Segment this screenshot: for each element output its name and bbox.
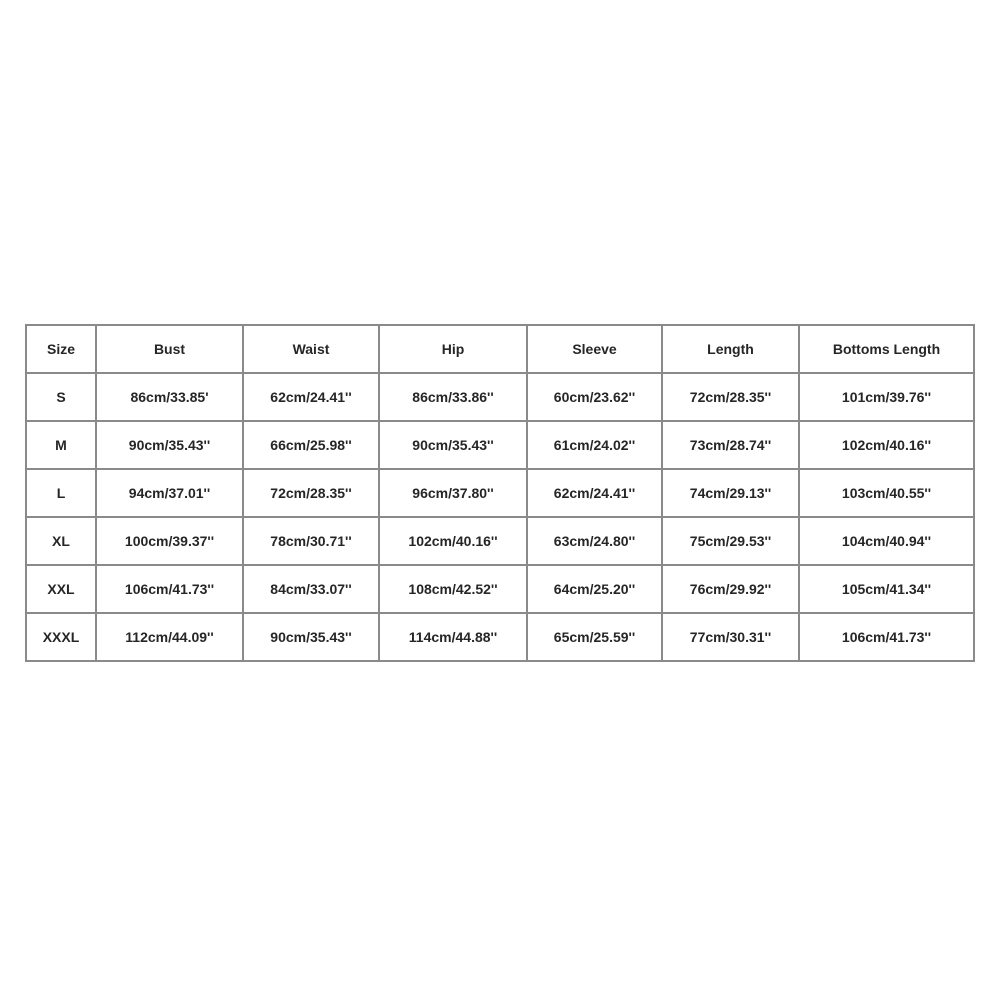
cell-bust: 106cm/41.73'' [96, 565, 243, 613]
cell-hip: 114cm/44.88'' [379, 613, 527, 661]
cell-bottoms-length: 106cm/41.73'' [799, 613, 974, 661]
cell-waist: 84cm/33.07'' [243, 565, 379, 613]
cell-sleeve: 60cm/23.62'' [527, 373, 662, 421]
cell-bust: 112cm/44.09'' [96, 613, 243, 661]
cell-bust: 94cm/37.01'' [96, 469, 243, 517]
cell-waist: 78cm/30.71'' [243, 517, 379, 565]
cell-size: XL [26, 517, 96, 565]
header-row [26, 325, 974, 373]
cell-bottoms-length: 101cm/39.76'' [799, 373, 974, 421]
header-waist: Waist [243, 325, 379, 373]
cell-sleeve: 62cm/24.41'' [527, 469, 662, 517]
cell-hip: 108cm/42.52'' [379, 565, 527, 613]
table-row [26, 517, 974, 565]
cell-size: XXL [26, 565, 96, 613]
cell-bust: 100cm/39.37'' [96, 517, 243, 565]
cell-waist: 90cm/35.43'' [243, 613, 379, 661]
header-size: Size [26, 325, 96, 373]
cell-bust: 86cm/33.85' [96, 373, 243, 421]
cell-sleeve: 65cm/25.59'' [527, 613, 662, 661]
size-chart-table [25, 324, 975, 662]
header-sleeve: Sleeve [527, 325, 662, 373]
cell-length: 76cm/29.92'' [662, 565, 799, 613]
cell-sleeve: 61cm/24.02'' [527, 421, 662, 469]
table-row [26, 373, 974, 421]
cell-length: 73cm/28.74'' [662, 421, 799, 469]
cell-length: 74cm/29.13'' [662, 469, 799, 517]
header-hip: Hip [379, 325, 527, 373]
cell-bottoms-length: 103cm/40.55'' [799, 469, 974, 517]
table-row [26, 421, 974, 469]
cell-length: 72cm/28.35'' [662, 373, 799, 421]
cell-length: 75cm/29.53'' [662, 517, 799, 565]
table-row [26, 565, 974, 613]
header-length: Length [662, 325, 799, 373]
table-row [26, 469, 974, 517]
cell-bottoms-length: 105cm/41.34'' [799, 565, 974, 613]
cell-size: M [26, 421, 96, 469]
cell-hip: 96cm/37.80'' [379, 469, 527, 517]
cell-length: 77cm/30.31'' [662, 613, 799, 661]
header-bust: Bust [96, 325, 243, 373]
cell-hip: 102cm/40.16'' [379, 517, 527, 565]
cell-sleeve: 64cm/25.20'' [527, 565, 662, 613]
table-row [26, 613, 974, 661]
cell-waist: 72cm/28.35'' [243, 469, 379, 517]
cell-size: L [26, 469, 96, 517]
cell-hip: 90cm/35.43'' [379, 421, 527, 469]
cell-hip: 86cm/33.86'' [379, 373, 527, 421]
cell-bottoms-length: 102cm/40.16'' [799, 421, 974, 469]
cell-sleeve: 63cm/24.80'' [527, 517, 662, 565]
cell-size: S [26, 373, 96, 421]
header-bottoms-length: Bottoms Length [799, 325, 974, 373]
cell-bottoms-length: 104cm/40.94'' [799, 517, 974, 565]
cell-waist: 62cm/24.41'' [243, 373, 379, 421]
cell-size: XXXL [26, 613, 96, 661]
cell-waist: 66cm/25.98'' [243, 421, 379, 469]
cell-bust: 90cm/35.43'' [96, 421, 243, 469]
